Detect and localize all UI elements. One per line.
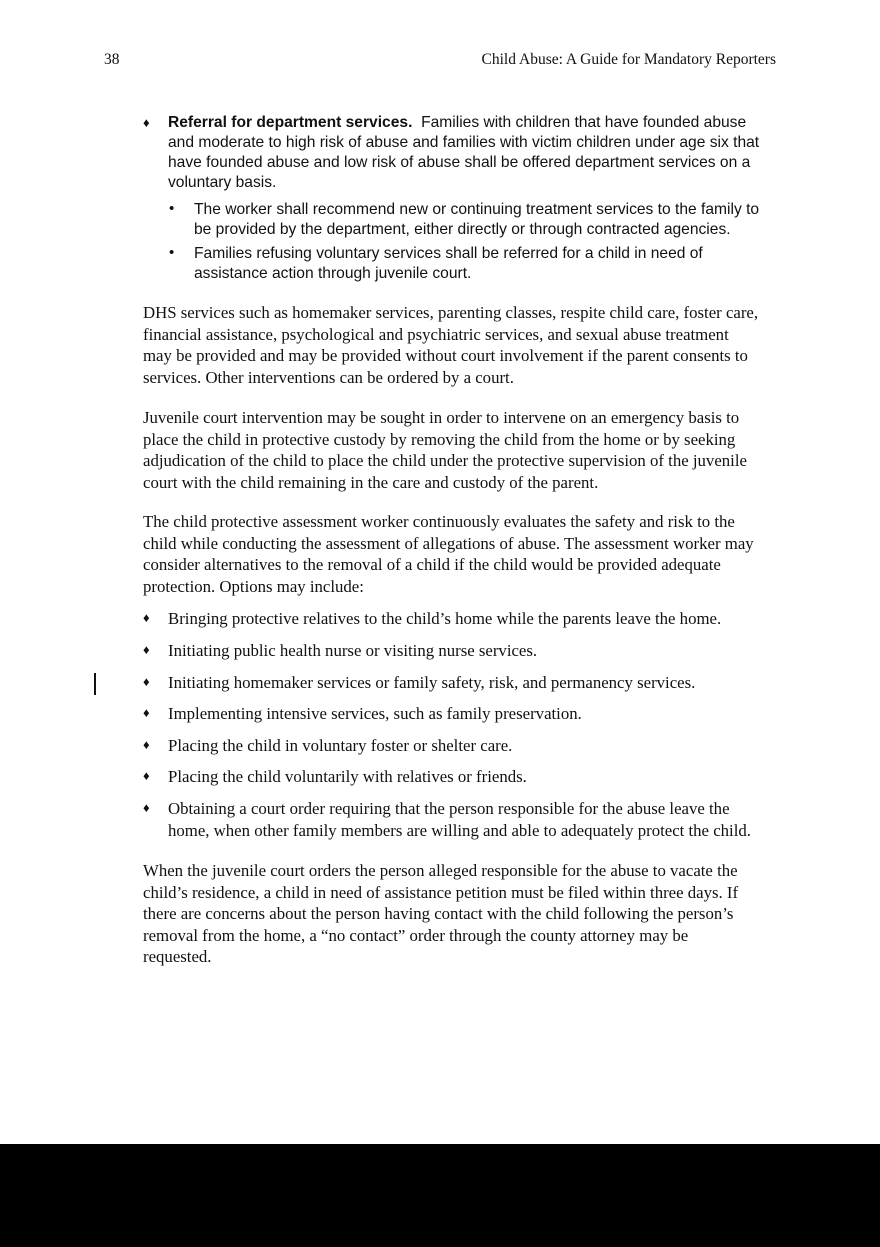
option-line: Placing the child in voluntary foster or shelter care. bbox=[168, 736, 513, 755]
paragraph-juvenile-court bbox=[143, 407, 783, 493]
paragraph-line: child while conducting the assessment of allegations of abuse. The assessment worker may bbox=[143, 533, 754, 553]
paragraph-line: may be provided and may be provided without court involvement if the parent consents to bbox=[143, 346, 748, 365]
paragraph-line: protection. Options may include: bbox=[143, 576, 364, 596]
paragraph-dhs-services bbox=[143, 302, 783, 388]
paragraph-line: Juvenile court intervention may be sought in order to intervene on an emergency basis to bbox=[143, 408, 740, 427]
referral-line: have founded abuse and low risk of abuse shall be offered department services on a bbox=[168, 154, 751, 171]
paragraph-line: consider alternatives to the removal of a child if the child would be provided adequate bbox=[143, 555, 721, 574]
referral-line: Families with children that have founded abuse bbox=[412, 114, 747, 131]
option-line: Obtaining a court order requiring that the person responsible for the abuse leave the bbox=[168, 799, 730, 818]
referral-line: voluntary basis. bbox=[168, 174, 277, 191]
paragraph-line: child’s residence, a child in need of assistance petition must be filed within three days. If bbox=[143, 882, 739, 902]
revision-change-bar bbox=[94, 673, 96, 695]
diamond-bullet-icon: ♦ bbox=[143, 610, 150, 625]
paragraph-line: adjudication of the child to place the child under the protective supervision of the juvenile bbox=[143, 451, 747, 470]
diamond-bullet-icon: ♦ bbox=[143, 115, 150, 130]
paragraph-assessment bbox=[143, 511, 783, 597]
diamond-bullet-icon: ♦ bbox=[143, 737, 150, 752]
paragraph-line: removal from the home, a “no contact” order through the county attorney may be bbox=[143, 925, 689, 945]
paragraph-line: DHS services such as homemaker services, parenting classes, respite child care, foster care, bbox=[143, 303, 759, 322]
diamond-bullet-icon: ♦ bbox=[143, 674, 150, 689]
paragraph-line: financial assistance, psychological and psychiatric services, and sexual abuse treatment bbox=[143, 324, 729, 344]
option-line: Implementing intensive services, such as family preservation. bbox=[168, 704, 582, 723]
paragraph-line: services. Other interventions can be ordered by a court. bbox=[143, 367, 514, 387]
paragraph-line: place the child in protective custody by removing the child from the home or by seeking bbox=[143, 429, 736, 449]
page-number: 38 bbox=[104, 51, 120, 68]
diamond-bullet-icon: ♦ bbox=[143, 800, 150, 815]
paragraph-line: court with the child remaining in the care and custody of the parent. bbox=[143, 472, 599, 492]
referral-lead: Referral for department services. bbox=[168, 114, 413, 131]
paragraph-line: requested. bbox=[143, 947, 212, 966]
round-bullet-icon: • bbox=[169, 244, 175, 261]
sub-bullet-line: The worker shall recommend new or continuing treatment services to the family to bbox=[194, 201, 760, 218]
diamond-bullet-icon: ♦ bbox=[143, 768, 150, 783]
option-line: home, when other family members are willing and able to adequately protect the child. bbox=[168, 820, 751, 840]
paragraph-line: When the juvenile court orders the person alleged responsible for the abuse to vacate the bbox=[143, 861, 738, 880]
running-header-title: Child Abuse: A Guide for Mandatory Reporters bbox=[481, 51, 776, 68]
option-line: Placing the child voluntarily with relatives or friends. bbox=[168, 767, 527, 786]
diamond-bullet-icon: ♦ bbox=[143, 705, 150, 720]
paragraph-line: there are concerns about the person having contact with the child following the person’s bbox=[143, 904, 734, 923]
paragraph-vacate-order bbox=[143, 860, 783, 968]
paragraph-line: The child protective assessment worker continuously evaluates the safety and risk to the bbox=[143, 512, 735, 531]
option-line: Initiating homemaker services or family safety, risk, and permanency services. bbox=[168, 673, 696, 692]
option-line: Initiating public health nurse or visiting nurse services. bbox=[168, 641, 538, 660]
sub-bullet-line: Families refusing voluntary services shall be referred for a child in need of bbox=[194, 245, 703, 262]
diamond-bullet-icon: ♦ bbox=[143, 642, 150, 657]
sub-bullet-line: be provided by the department, either directly or through contracted agencies. bbox=[194, 221, 731, 238]
round-bullet-icon: • bbox=[169, 200, 175, 217]
referral-line: and moderate to high risk of abuse and families with victim children under age six that bbox=[168, 134, 760, 151]
option-line: Bringing protective relatives to the child’s home while the parents leave the home. bbox=[168, 609, 722, 628]
sub-bullet-line: assistance action through juvenile court. bbox=[194, 265, 472, 282]
